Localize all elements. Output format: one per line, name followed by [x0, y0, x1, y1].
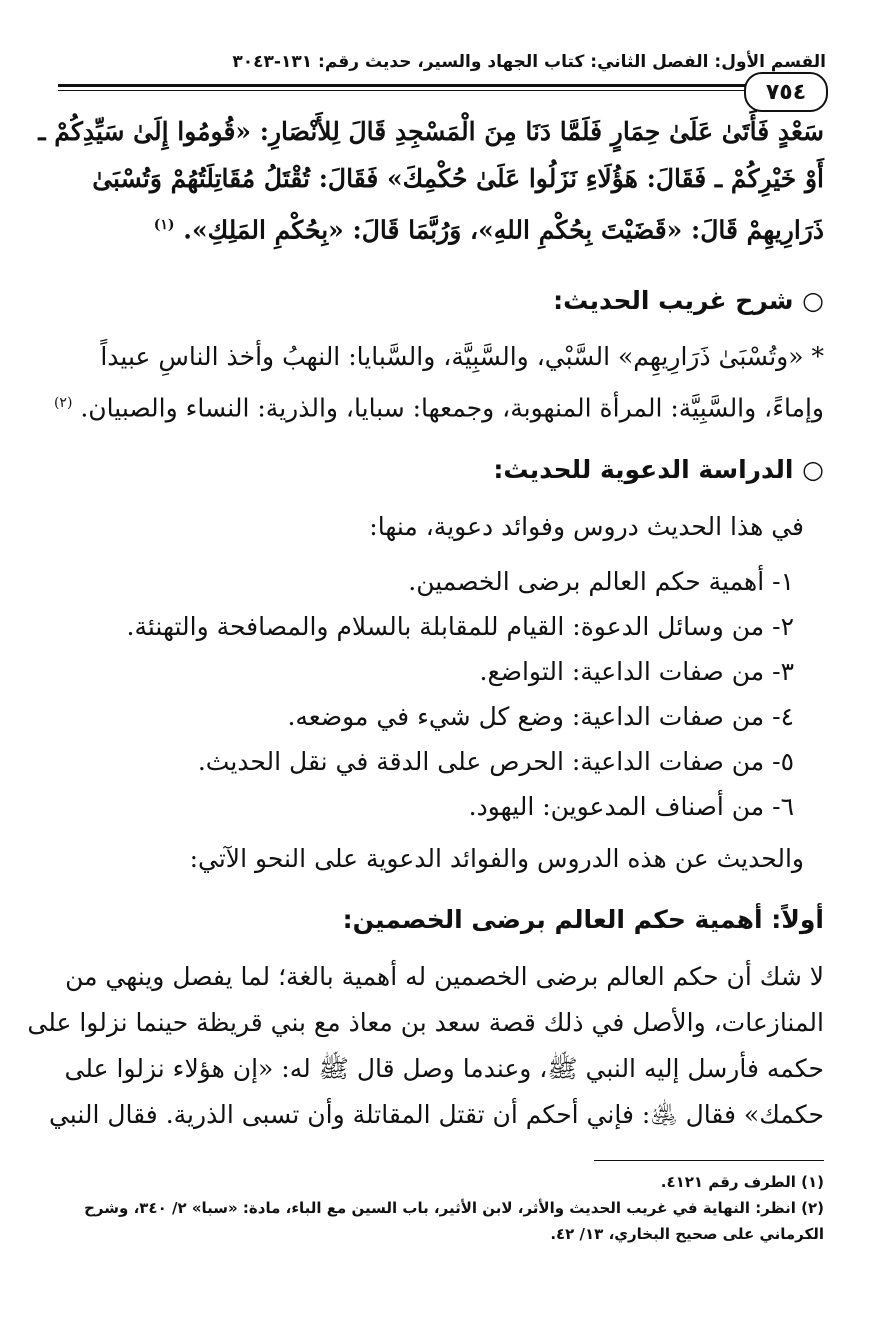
hadith-line-text: ذَرَارِيهِمْ قَالَ: «قَضَيْتَ بِحُكْمِ اللهِ»، وَرُبَّمَا قَالَ: «بِحُكْمِ المَلِكِ». — [183, 215, 824, 245]
gharib-line-text: وإماءً، والسَّبِيَّة: المرأة المنهوبة، وجمعها: سبايا، والذرية: النساء والصبيان. — [80, 393, 824, 423]
footnote-ref: (١) — [153, 217, 175, 233]
body-line: المنازعات، والأصل في ذلك قصة سعد بن معاذ مع بني قريظة حينما نزلوا على — [27, 1008, 824, 1037]
hadith-line: أَوْ خَيْرِكُمْ ـ فَقَالَ: هَؤُلَاءِ نَزَلُوا عَلَىٰ حُكْمِكَ» فَقَالَ: تُقْتَلُ مُقَاتِلَتُهُمْ وَتُسْبَىٰ — [92, 164, 824, 193]
gharib-line — [54, 386, 824, 425]
first-section-heading: أولاً: أهمية حكم العالم برضى الخصمين: — [342, 905, 824, 934]
footnote-continuation: الكرماني على صحيح البخاري، ١٣/ ٤٢. — [550, 1225, 824, 1243]
gharib-heading-text: شرح غريب الحديث: — [553, 286, 794, 315]
lesson-item: ٤- من صفات الداعية: وضع كل شيء في موضعه. — [287, 702, 794, 731]
running-header: القسم الأول: الفصل الثاني: كتاب الجهاد والسير، حديث رقم: ١٣١-٣٠٤٣ — [232, 52, 826, 72]
footnote: (١) الطرف رقم ٤١٢١. — [660, 1173, 824, 1191]
hadith-line — [54, 208, 824, 247]
lesson-item: ٦- من أصناف المدعوين: اليهود. — [468, 792, 794, 821]
lesson-item: ١- أهمية حكم العالم برضى الخصمين. — [408, 567, 794, 596]
gharib-line: * «وتُسْبَىٰ ذَرَارِيهِم» السَّبْي، والسَّبِيَّة، والسَّبايا: النهبُ وأخذ الناسِ عبيداً — [100, 342, 824, 371]
footnote-rule — [594, 1160, 824, 1161]
page-number-badge: ٧٥٤ — [744, 72, 828, 112]
circle-bullet-icon: ○ — [793, 286, 824, 315]
body-line: حكمه فأرسل إليه النبي ﷺ، وعندما وصل قال ﷺ له: «إن هؤلاء نزلوا على — [64, 1054, 824, 1083]
body-line: لا شك أن حكم العالم برضى الخصمين له أهمية بالغة؛ لما يفصل وينهي من — [65, 962, 824, 991]
dawah-intro: في هذا الحديث دروس وفوائد دعوية، منها: — [369, 512, 804, 541]
footnote: (٢) انظر: النهاية في غريب الحديث والأثر، لابن الأثير، باب السين مع الباء، مادة: «سبا» ٢/ ٣٤٠، وشرح — [84, 1199, 824, 1217]
header-rule-thick — [58, 84, 798, 87]
dawah-heading — [54, 453, 824, 487]
footnote-ref: (٢) — [53, 395, 73, 411]
lesson-item: ٣- من صفات الداعية: التواضع. — [479, 657, 794, 686]
hadith-line: سَعْدٍ فَأَتَىٰ عَلَىٰ حِمَارٍ فَلَمَّا دَنَا مِنَ الْمَسْجِدِ قَالَ لِلأَنْصَارِ: «قُومُوا إِلَىٰ سَيِّدِكُمْ ـ — [38, 117, 824, 146]
gharib-heading — [54, 284, 824, 318]
header-rule-thin — [58, 90, 798, 91]
dawah-outro: والحديث عن هذه الدروس والفوائد الدعوية على النحو الآتي: — [189, 844, 804, 873]
dawah-heading-text: الدراسة الدعوية للحديث: — [493, 455, 794, 484]
lesson-item: ٥- من صفات الداعية: الحرص على الدقة في نقل الحديث. — [197, 747, 794, 776]
circle-bullet-icon: ○ — [793, 455, 824, 484]
lesson-item: ٢- من وسائل الدعوة: القيام للمقابلة بالسلام والمصافحة والتهنئة. — [126, 612, 794, 641]
body-line: حكمك» فقال ﵁: فإني أحكم أن تقتل المقاتلة وأن تسبى الذرية. فقال النبي — [48, 1100, 824, 1129]
